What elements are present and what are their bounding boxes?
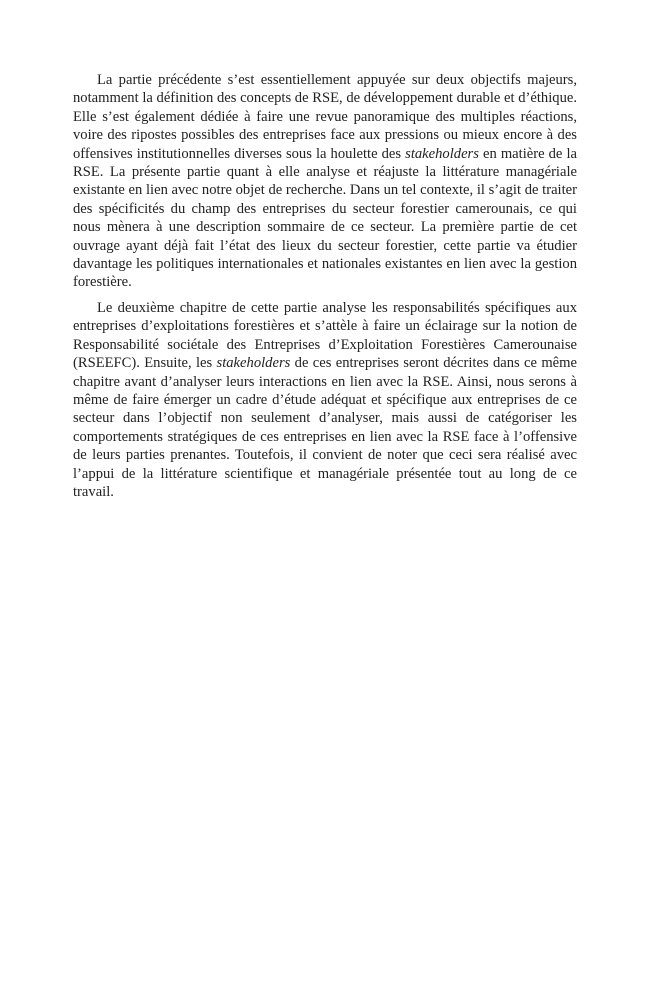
paragraph-2-text-b: de ces entreprises seront décrites dans ce même chapitre avant d’analyser leurs interactions en lien avec la RSE. Ainsi, nous serons à même de faire émerger un cadre d’étude adéquat et spécifique aux entreprises de ce secteur dans l’objectif non seulement d’analyser, mais aussi de catégoriser les comportements stratégiques de ces entreprises en lien avec la RSE face à l’offensive de leurs parties prenantes. Toutefois, il convient de noter que ceci sera réalisé avec l’appui de la littérature scientifique et managériale présentée tout au long de ce travail.	[73, 355, 577, 500]
paragraph-1-text-a: La partie précédente s’est essentiellement appuyée sur deux objectifs majeurs, notamment la définition des concepts de RSE, de développement durable et d’éthique. Elle s’est également dédiée à faire une revue panoramique des multiples réactions, voire des ripostes possibles des entreprises face aux pressions ou mieux encore à des offensives institutionnelles diverses sous la houlette des	[73, 72, 577, 162]
paragraph-2	[73, 299, 577, 501]
paragraph-1-text-b: en matière de la RSE. La présente partie quant à elle analyse et réajuste la littérature managériale existante en lien avec notre objet de recherche. Dans un tel contexte, il s’agit de traiter des spécificités du champ des entreprises du secteur forestier camerounais, ce qui nous mènera à une description sommaire de ce secteur. La première partie de cet ouvrage ayant déjà fait l’état des lieux du secteur forestier, cette partie va étudier davantage les politiques internationales et nationales existantes en lien avec la gestion forestière.	[73, 145, 577, 291]
paragraph-2-italic-term: stakeholders	[216, 355, 291, 372]
paragraph-2-text-a: Le deuxième chapitre de cette partie analyse les responsabilités spécifiques aux entreprises d’exploitations forestières et s’attèle à faire un éclairage sur la notion de Responsabilité sociétale des Entreprises d’Exploitation Forestières Camerounaise (RSEEFC). Ensuite, les	[73, 299, 577, 372]
paragraph-1	[73, 71, 577, 292]
paragraph-1-italic-term: stakeholders	[405, 145, 479, 162]
page-body	[73, 71, 577, 501]
